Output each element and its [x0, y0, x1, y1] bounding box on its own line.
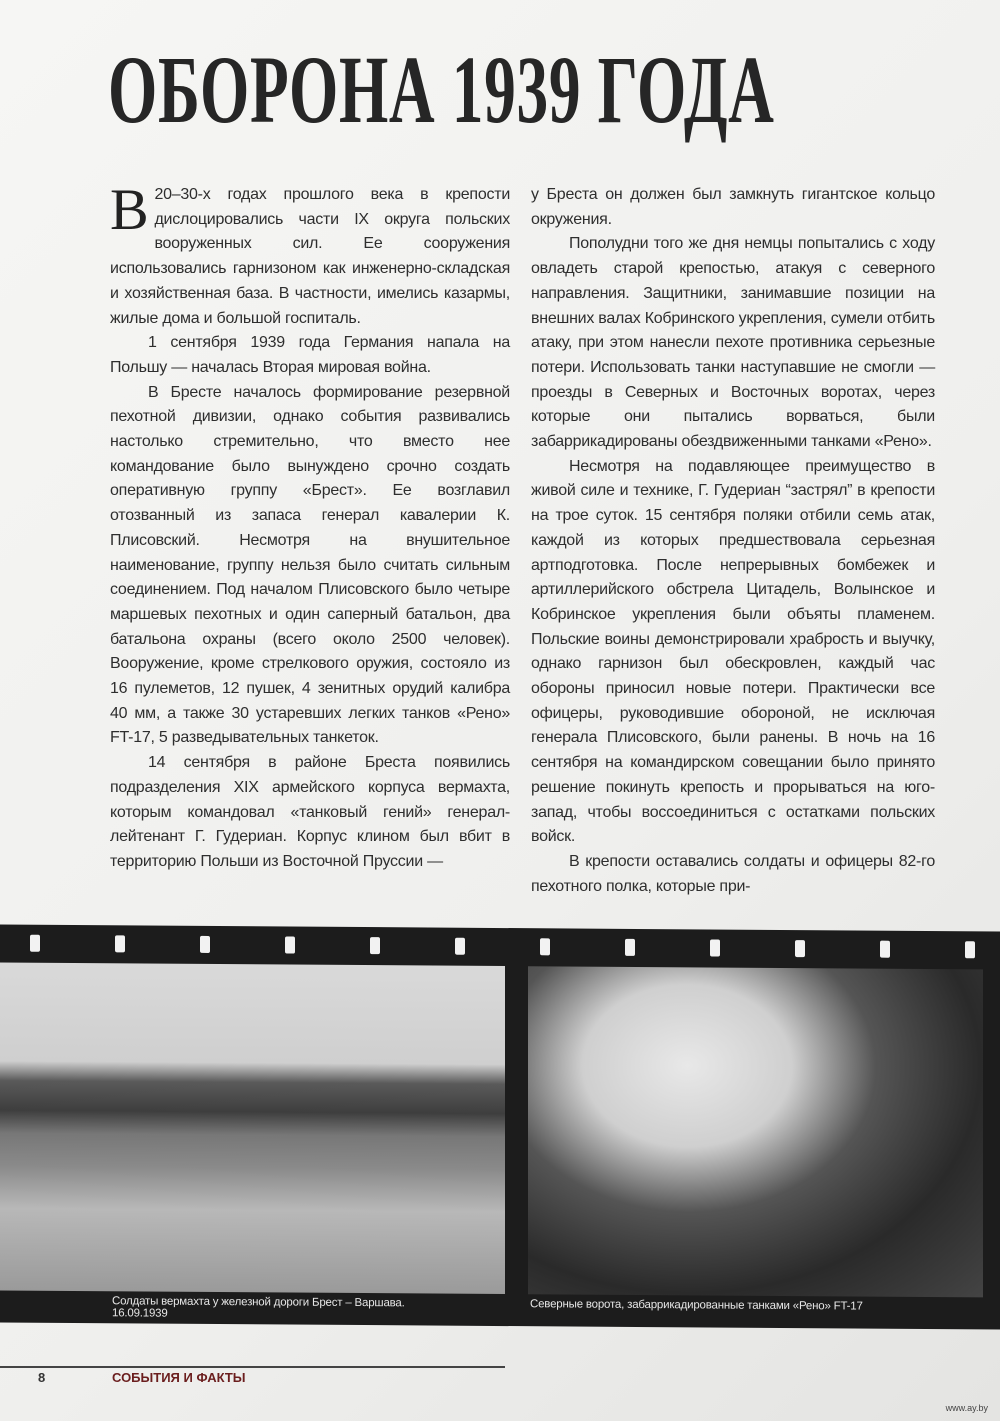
film-sprocket-hole [285, 936, 295, 953]
right-column [531, 183, 935, 899]
photo-soldiers-railway [0, 963, 505, 1295]
film-sprocket-hole [30, 935, 40, 952]
paragraph [110, 177, 510, 331]
paragraph: В Бресте началось формирование резервной пехотной дивизии, однако события развивались настолько стремительно, что вместо нее командование было вынуждено срочно создать оперативную группу «Брест». Ее возглавил отозванный из запаса генерал кавалерии К. Плисовский. Несмотря на внушительное наименование, группу нельзя было считать сильным соединением. Под началом Плисовского было четыре маршевых пехотных и один саперный батальон, два батальона охраны (всего около 2500 человек). Вооружение, кроме стрелкового оружия, состояло из 16 пулеметов, 12 пушек, 4 зенитных орудий калибра 40 мм, а также 30 устаревших легких танков «Рено» FT-17, 5 разведывательных танкеток. [110, 383, 510, 747]
photo-caption [112, 1295, 405, 1321]
film-sprocket-hole [880, 941, 890, 958]
photo-caption [530, 1298, 863, 1312]
film-sprocket-hole [200, 936, 210, 953]
film-sprocket-hole [795, 940, 805, 957]
paragraph: Пополудни того же дня немцы попытались с ходу овладеть старой крепостью, атакуя с северного направления. Защитники, занимавшие позиции на внешних валах Кобринского укрепления, сумели отбить атаку, при этом нанесли пехоте противника серьезные потери. Использовать танки наступавшие не смогли — проезды в Северных и Восточных воротах, через которые они пытались ворваться, были забаррикадированы обездвиженными танками «Рено». [531, 235, 935, 451]
paragraph: 1 сентября 1939 года Германия напала на Польшу — началась Вторая мировая война. [110, 334, 510, 376]
section-title: СОБЫТИЯ И ФАКТЫ [112, 1370, 246, 1385]
film-sprocket-hole [455, 938, 465, 955]
caption-line: Северные ворота, забаррикадированные танками «Рено» FT-17 [530, 1298, 863, 1313]
drop-cap: В [110, 177, 149, 242]
film-sprocket-hole [370, 937, 380, 954]
paragraph: у Бреста он должен был замкнуть гигантское кольцо окружения. [531, 186, 935, 228]
film-strip [0, 925, 1000, 1330]
photo-north-gate-tanks [528, 966, 983, 1297]
film-sprocket-hole [115, 935, 125, 952]
watermark: www.ay.by [945, 1403, 988, 1413]
paragraph-text: 20–30-х годах прошлого века в крепости дислоцировались части IX округа польских вооруженных сил. Ее сооружения использовались гарнизоном как инженерно-складская и хозяйственная база. В частности, имелись казармы, жилые дома и большой госпиталь. [110, 186, 510, 327]
page-number: 8 [38, 1370, 46, 1385]
film-sprocket-hole [965, 941, 975, 958]
film-sprocket-hole [540, 938, 550, 955]
paragraph: В крепости оставались солдаты и офицеры 82-го пехотного полка, которые при- [531, 852, 935, 895]
footer-divider [0, 1366, 505, 1368]
left-column [110, 177, 510, 875]
page-title: ОБОРОНА 1939 ГОДА [108, 36, 775, 143]
film-sprocket-hole [625, 939, 635, 956]
caption-line: 16.09.1939 [112, 1307, 168, 1320]
paragraph: Несмотря на подавляющее преимущество в живой силе и технике, Г. Гудериан “застрял” в крепости на трое суток. 15 сентября поляки отбили семь атак, каждой из которых предшествовала серьезная артподготовка. После непрерывных бомбежек и артиллерийского обстрела Цитадель, Волынское и Кобринское укрепления были объяты пламенем. Польские воины демонстрировали храбрость и выучку, однако гарнизон был обескровлен, каждый час обороны приносил новые потери. Практически все офицеры, руководившие обороной, не исключая генерала Плисовского, были ранены. В ночь на 16 сентября на командирском совещании было принято решение покинуть крепость и прорываться на юго-запад, чтобы воссоединиться с остатками польских войск. [531, 457, 935, 846]
film-sprocket-hole [710, 939, 720, 956]
caption-line: Солдаты вермахта у железной дороги Брест – Варшава. [112, 1295, 405, 1310]
paragraph: 14 сентября в районе Бреста появились подразделения XIX армейского корпуса вермахта, которым командовал «танковый гений» генерал-лейтенант Г. Гудериан. Корпус клином был вбит в территорию Польши из Восточной Пруссии — [110, 754, 510, 870]
